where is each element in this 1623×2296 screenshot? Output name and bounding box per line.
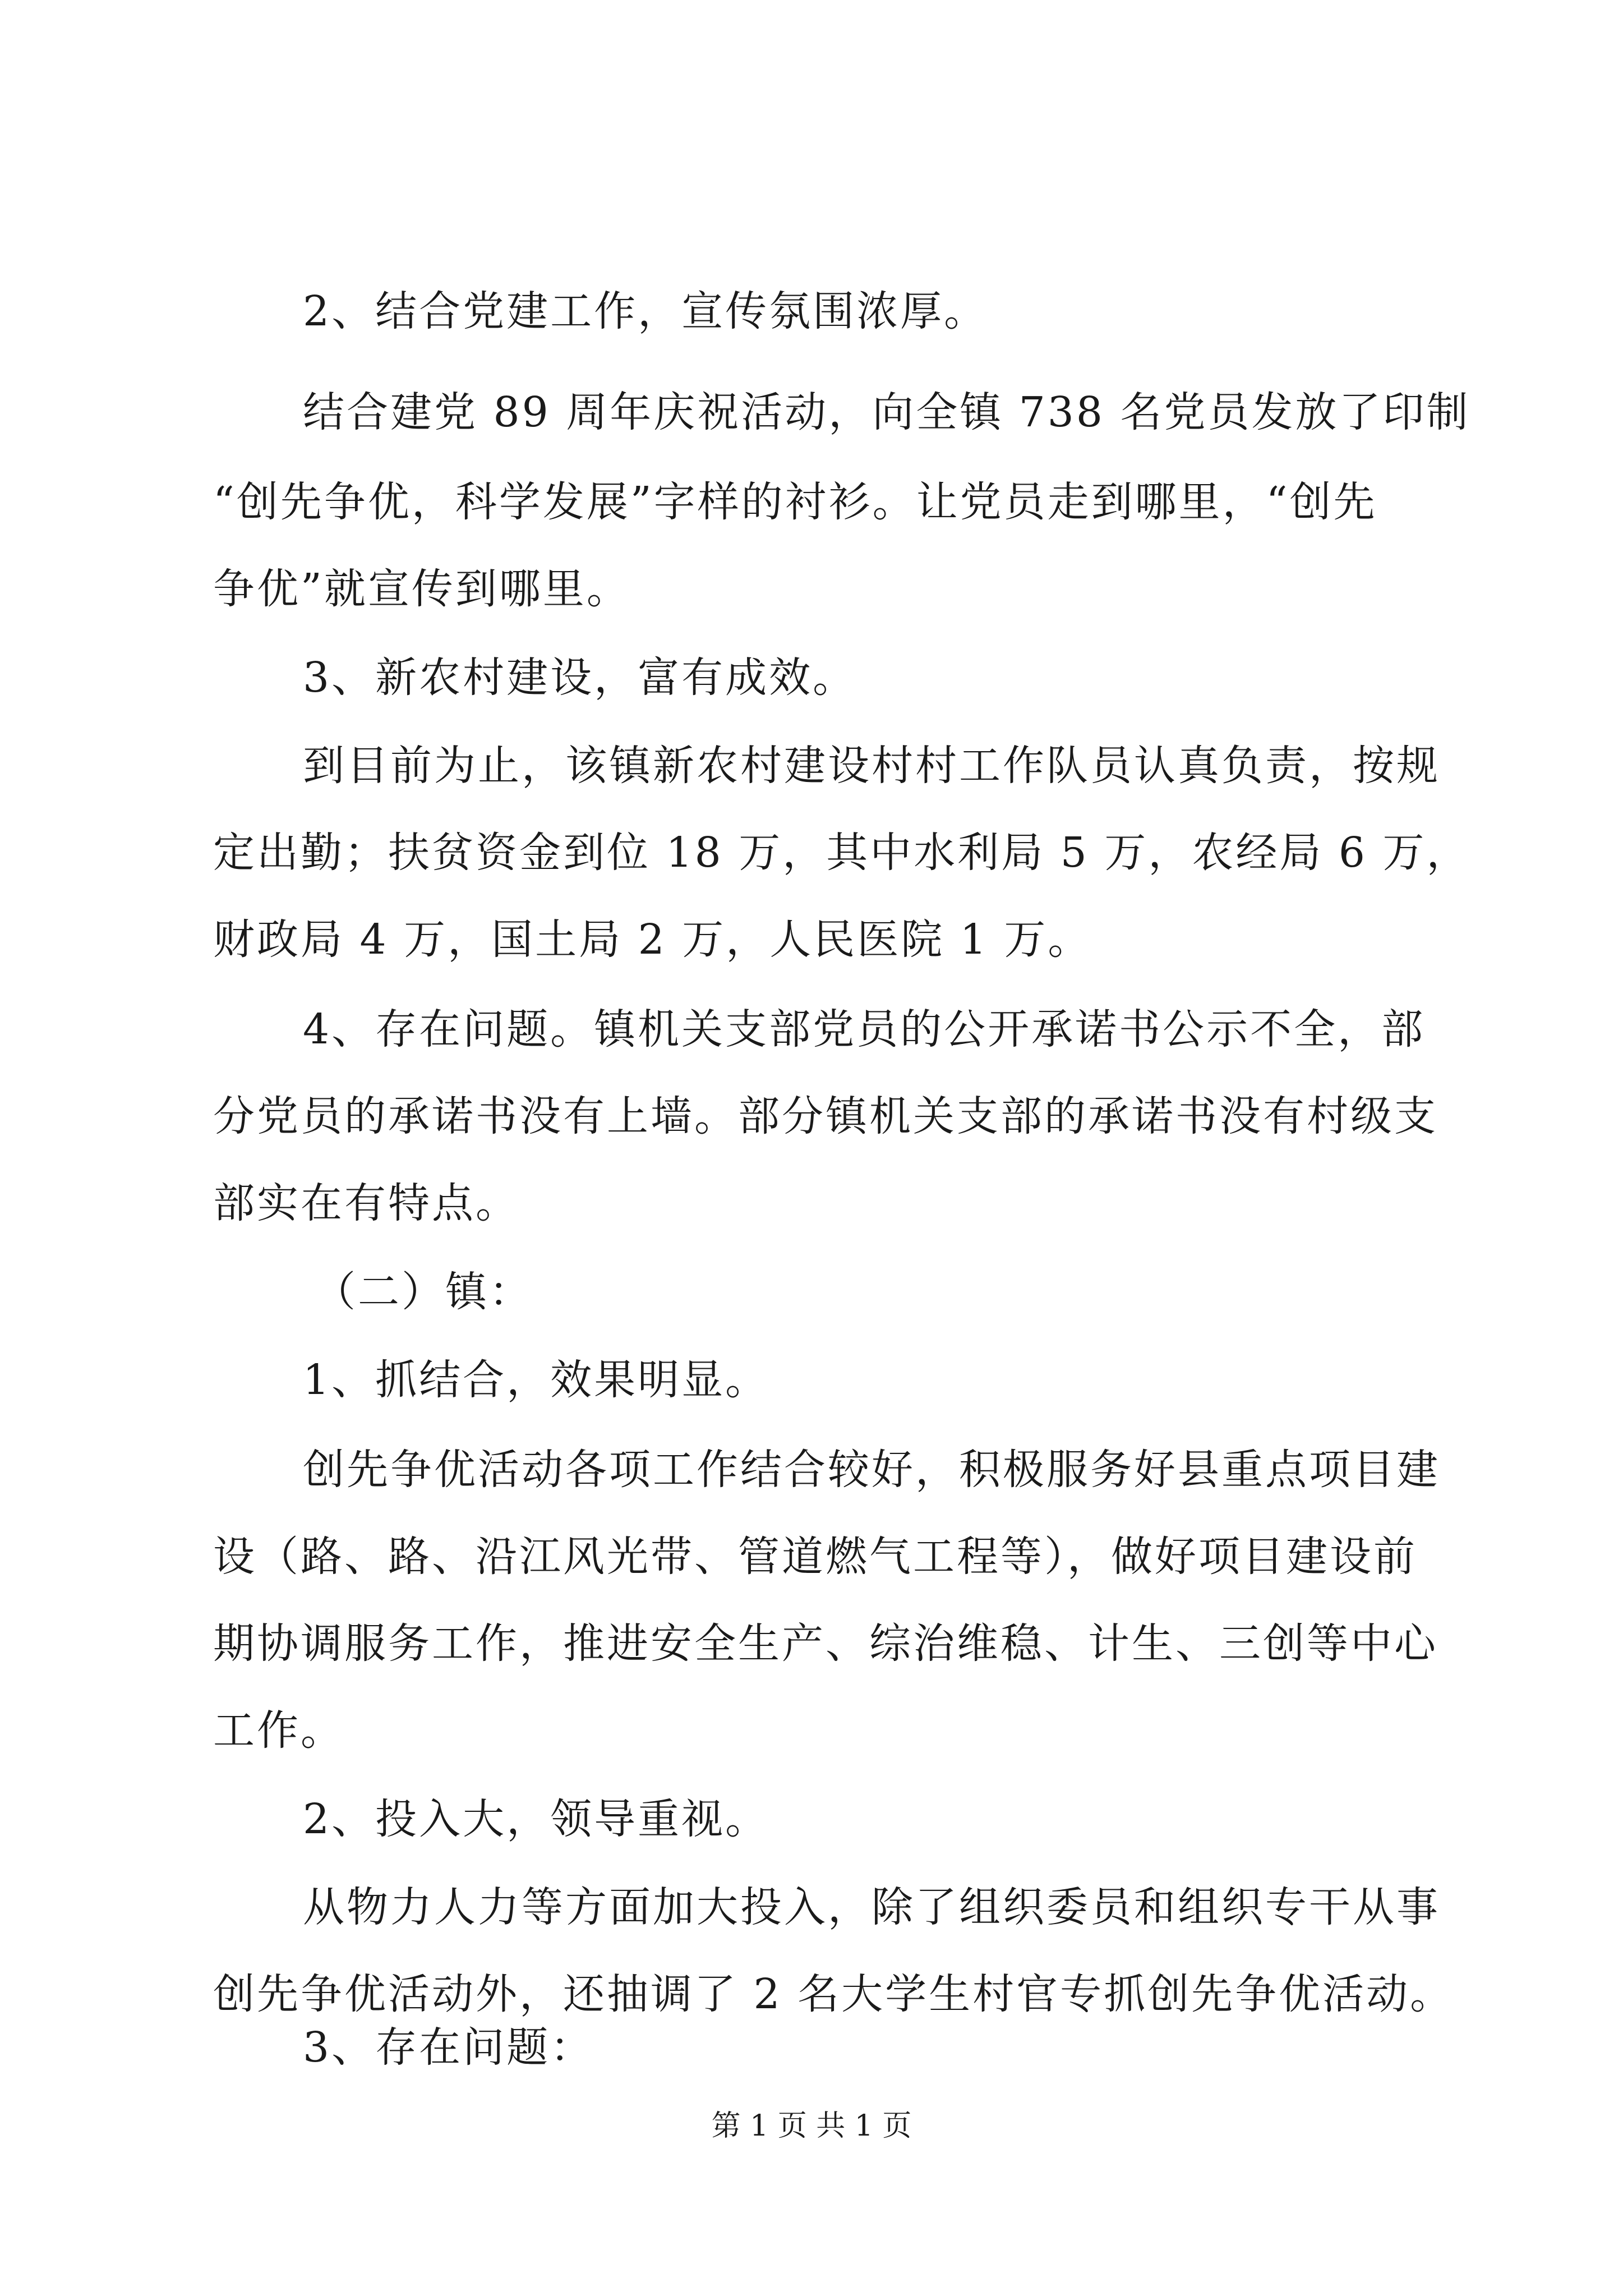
page-number: 第 1 页 共 1 页 — [711, 2109, 912, 2143]
paragraph-line: 4、存在问题。镇机关支部党员的公开承诺书公示不全，部 — [303, 1005, 1426, 1053]
paragraph-line: 从物力人力等方面加大投入，除了组织委员和组织专干从事 — [303, 1883, 1440, 1931]
section-heading: （二）镇： — [314, 1268, 533, 1316]
paragraph-line: 工作。 — [213, 1706, 344, 1755]
paragraph-heading: 1、抓结合，效果明显。 — [303, 1356, 769, 1404]
paragraph-line: 到目前为止，该镇新农村建设村村工作队员认真负责，按规 — [303, 742, 1440, 790]
paragraph-line: 分党员的承诺书没有上墙。部分镇机关支部的承诺书没有村级支 — [213, 1092, 1438, 1140]
paragraph-heading: 3、存在问题： — [303, 2023, 594, 2072]
paragraph-heading: 2、结合党建工作，宣传氛围浓厚。 — [303, 287, 988, 335]
paragraph-line: 结合建党 89 周年庆祝活动，向全镇 738 名党员发放了印制 — [303, 388, 1470, 436]
paragraph-line: 财政局 4 万，国土局 2 万，人民医院 1 万。 — [213, 915, 1092, 964]
paragraph-heading: 2、投入大，领导重视。 — [303, 1795, 769, 1843]
paragraph-line: 部实在有特点。 — [213, 1179, 519, 1227]
paragraph-line: 争优”就宣传到哪里。 — [213, 565, 630, 613]
paragraph-line: 创先争优活动各项工作结合较好，积极服务好县重点项目建 — [303, 1446, 1440, 1494]
paragraph-line: 期协调服务工作，推进安全生产、综治维稳、计生、三创等中心 — [213, 1619, 1438, 1668]
paragraph-line: 创先争优活动外，还抽调了 2 名大学生村官专抓创先争优活动。 — [213, 1970, 1454, 2018]
paragraph-line: 定出勤；扶贫资金到位 18 万，其中水利局 5 万，农经局 6 万， — [213, 829, 1470, 877]
paragraph-heading: 3、新农村建设，富有成效。 — [303, 654, 857, 702]
paragraph-line: “创先争优，科学发展”字样的衬衫。让党员走到哪里，“创先 — [213, 478, 1377, 526]
paragraph-line: 设（路、路、沿江风光带、管道燃气工程等），做好项目建设前 — [213, 1533, 1417, 1581]
